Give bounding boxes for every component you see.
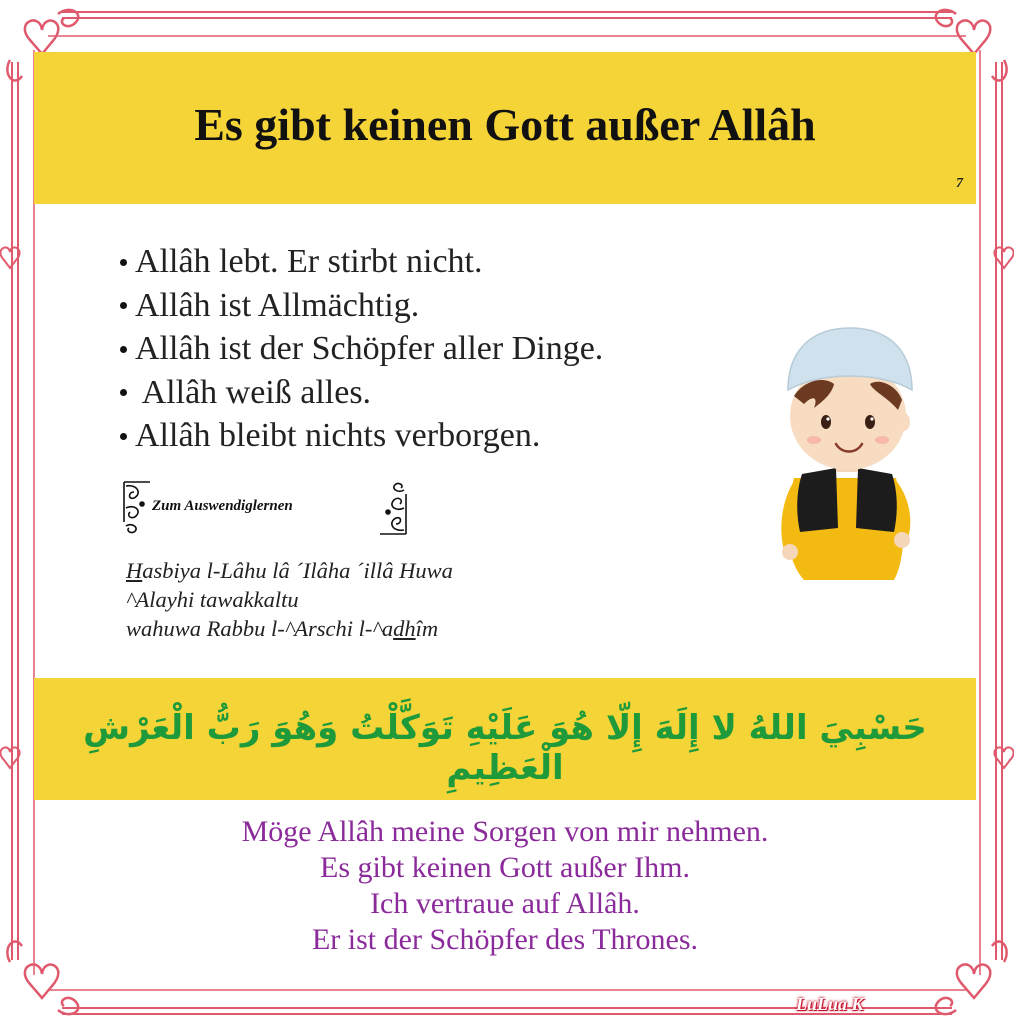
translation-line: Ich vertraue auf Allâh. xyxy=(370,887,640,920)
translit-line: wahuwa Rabbu l-^Arschi l-^adhîm xyxy=(126,616,439,641)
translit-line: ^Alayhi tawakkaltu xyxy=(126,587,299,612)
bullet-icon xyxy=(120,389,127,396)
translit-line: Hasbiya l-Lâhu lâ ´Ilâha ´illâ Huwa xyxy=(126,558,453,583)
arabic-dua: حَسْبِيَ اللهُ لا إِلَهَ إِلّا هُوَ عَلَيْهِ تَوَكَّلْتُ وَهُوَ رَبُّ الْعَرْشِ الْعَظِيمِ xyxy=(83,708,927,788)
bullet-icon xyxy=(120,302,127,309)
signature: LuLua K xyxy=(796,994,864,1014)
boy-illustration xyxy=(774,318,924,588)
bullet-icon xyxy=(120,259,127,266)
bullet-icon xyxy=(120,346,127,353)
translation-line: Möge Allâh meine Sorgen von mir nehmen. xyxy=(241,815,769,848)
transliteration xyxy=(126,556,453,643)
list-item: Allâh ist Allmächtig. xyxy=(120,284,603,328)
list-item: Allâh weiß alles. xyxy=(120,371,603,415)
page-number: 7 xyxy=(956,176,963,191)
page-title: Es gibt keinen Gott außer Allâh xyxy=(194,99,816,150)
translation-line: Es gibt keinen Gott außer Ihm. xyxy=(320,851,690,884)
memorize-box xyxy=(120,478,410,538)
translation-line: Er ist der Schöpfer des Thrones. xyxy=(311,923,698,956)
bullet-icon xyxy=(120,433,127,440)
list-item: Allâh lebt. Er stirbt nicht. xyxy=(120,240,603,284)
translation-list xyxy=(34,814,976,958)
list-item: Allâh bleibt nichts verborgen. xyxy=(120,414,603,458)
facts-list xyxy=(120,240,603,458)
list-item: Allâh ist der Schöpfer aller Dinge. xyxy=(120,327,603,371)
memorize-label: Zum Auswendiglernen xyxy=(152,498,293,514)
